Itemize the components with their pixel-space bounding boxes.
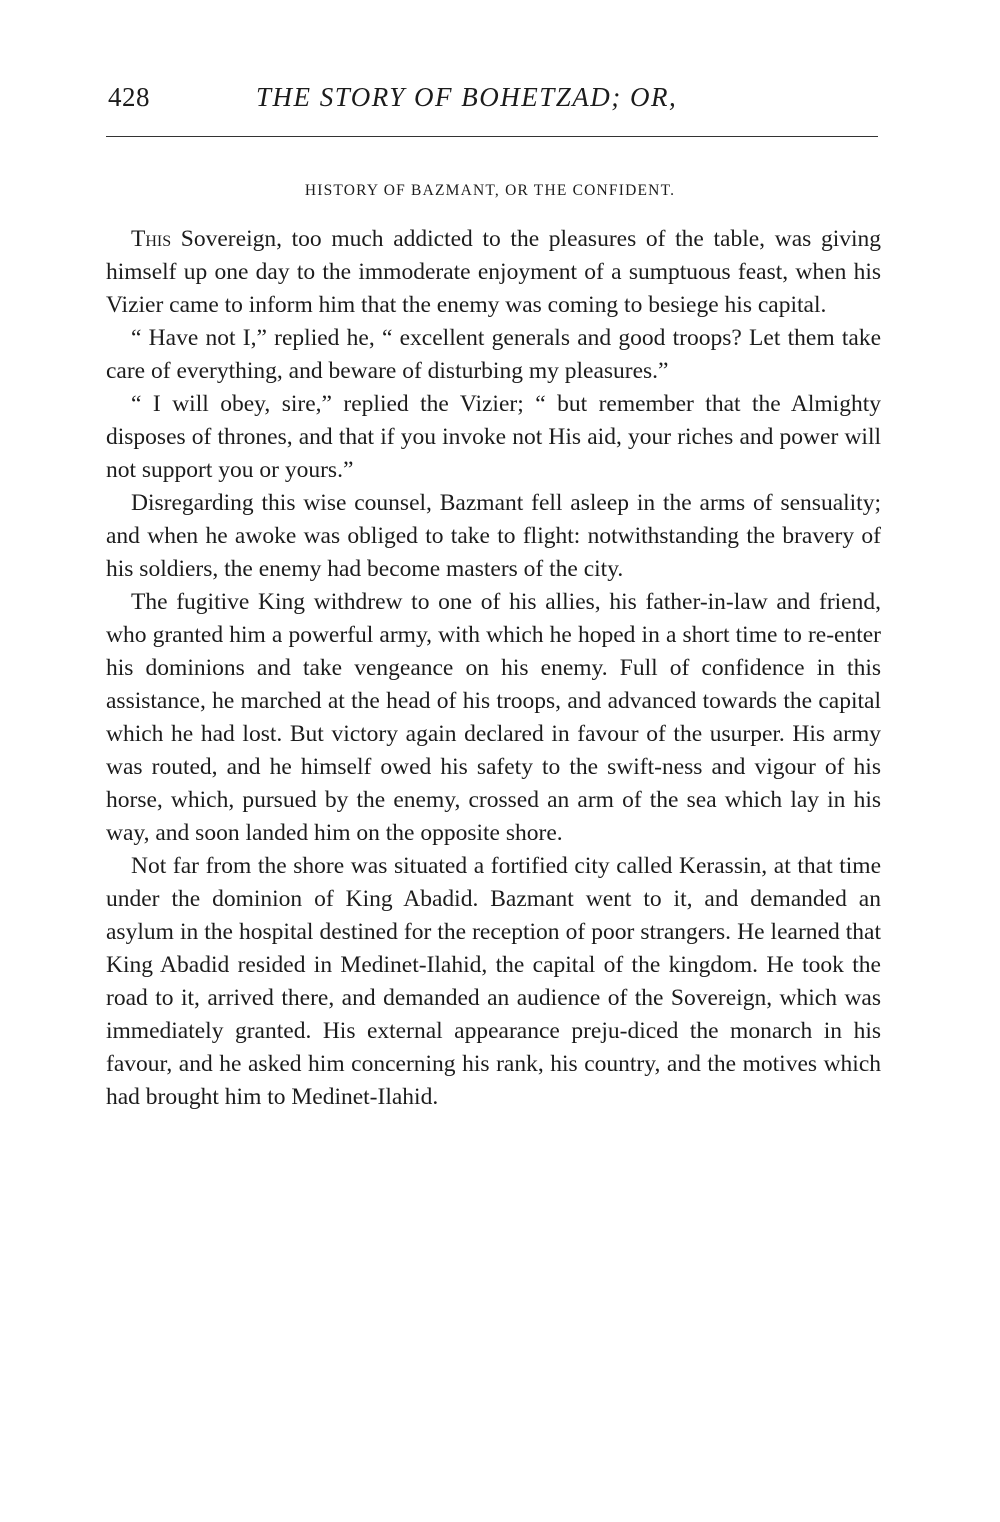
paragraph: Disregarding this wise counsel, Bazmant fell asleep in the arms of sensuality; and when he awoke was obliged to take to flight: notwithstanding the bravery of his soldiers, the enemy had become masters of the city.	[106, 490, 881, 582]
paragraph: “ Have not I,” replied he, “ excellent generals and good troops? Let them take care of everything, and beware of disturbing my pleasures.”	[106, 325, 881, 384]
header-rule	[106, 136, 878, 137]
paragraph: “ I will obey, sire,” replied the Vizier; “ but remember that the Almighty disposes of thrones, and that if you invoke not His aid, your riches and power will not support you or yours.”	[106, 391, 881, 483]
running-title: THE STORY OF BOHETZAD; OR,	[256, 82, 678, 112]
paragraph	[106, 223, 881, 322]
paragraph: Not far from the shore was situated a fortified city called Kerassin, at that time under the dominion of King Abadid. Bazmant went to it, and demanded an asylum in the hospital destined for the reception of poor strangers. He learned that King Abadid resided in Medinet-Ilahid, the capital of the kingdom. He took the road to it, arrived there, and demanded an audience of the Sovereign, which was immediately granted. His external appearance preju-diced the monarch in his favour, and he asked him concerning his rank, his country, and the motives which had brought him to Medinet-Ilahid.	[106, 853, 881, 1110]
paragraph: The fugitive King withdrew to one of his allies, his father-in-law and friend, who granted him a powerful army, with which he hoped in a short time to re-enter his dominions and take vengeance on his enemy. Full of confidence in this assistance, he marched at the head of his troops, and advanced towards the capital which he had lost. But victory again declared in favour of the usurper. His army was routed, and he himself owed his safety to the swift-ness and vigour of his horse, which, pursued by the enemy, crossed an arm of the sea which lay in his way, and soon landed him on the opposite shore.	[106, 589, 881, 846]
body-text	[106, 223, 881, 1114]
running-head	[108, 82, 878, 122]
paragraph-text: Sovereign, too much addicted to the pleasures of the table, was giving himself up one day to the immoderate enjoyment of a sumptuous feast, when his Vizier came to inform him that the enemy was coming to besiege his capital.	[106, 226, 881, 318]
page-number: 428	[108, 82, 150, 112]
paragraph-lead-word: This	[131, 226, 172, 252]
section-heading: HISTORY OF BAZMANT, OR THE CONFIDENT.	[304, 182, 676, 199]
